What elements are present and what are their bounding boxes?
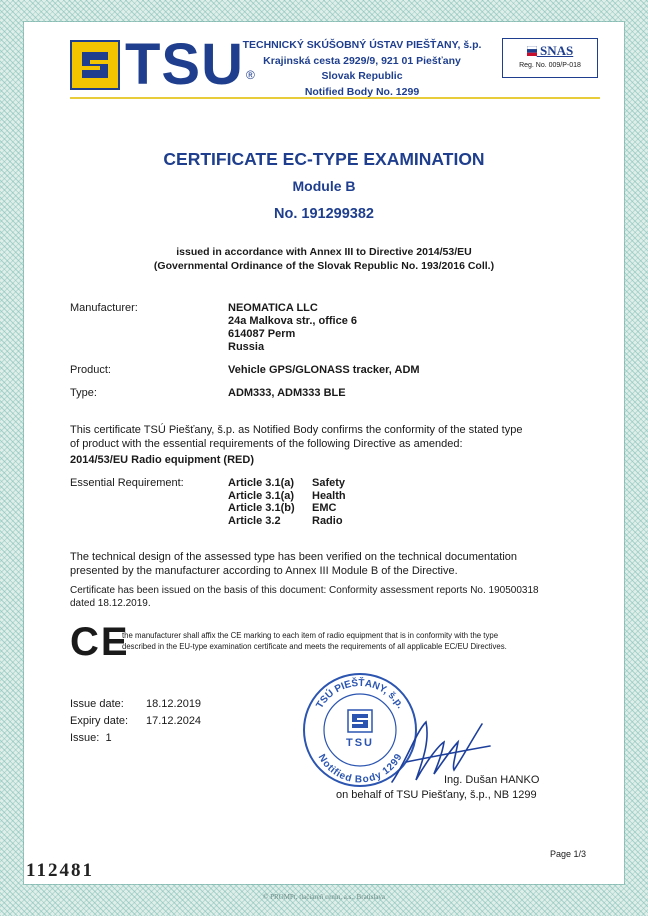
tsu-logo-mark [70, 40, 120, 90]
article-topic: Health [312, 489, 346, 502]
expiry-date: 17.12.2024 [146, 715, 202, 727]
verification [70, 550, 600, 578]
article-row [228, 477, 346, 490]
institute-name: TECHNICKÝ SKÚŠOBNÝ ÚSTAV PIEŠŤANY, š.p. [242, 39, 482, 51]
article-number: Article 3.1(a) [228, 477, 295, 489]
verification-line-2: presented by the manufacturer according to Annex III Module B of the Directive. [70, 565, 458, 577]
manufacturer-address: 24a Malkova str., office 6 [228, 315, 358, 327]
basis-line-1: Certificate has been issued on the basis of this document: Conformity assessment reports No. 190500318 [70, 585, 539, 596]
snas-reg: Reg. No. 009/P-018 [519, 62, 581, 69]
article-number: Article 3.1(b) [228, 502, 295, 514]
conformity-statement [70, 423, 590, 467]
institute-address: Krajinská cesta 2929/9, 921 01 Piešťany [263, 54, 461, 67]
stamp-top-text: TSÚ PIEŠŤANY, š.p. [314, 677, 406, 711]
conformity-line-1: This certificate TSÚ Piešťany, š.p. as Notified Body confirms the conformity of the stated type [70, 424, 523, 436]
issued-accordance: issued in accordance with Annex III to Directive 2014/53/EU [176, 246, 472, 258]
issue-date-label: Issue date: [70, 698, 124, 710]
product-label: Product: [70, 364, 111, 376]
ce-line-2: described in the EU-type examination certificate and meets the requirements of all applicable EC/EU Directives. [122, 642, 507, 651]
snas-accreditation [502, 38, 598, 78]
ce-mark: CE [70, 620, 130, 664]
verification-line-1: The technical design of the assessed type has been verified on the technical documentation [70, 551, 518, 563]
article-topic: Safety [312, 477, 346, 489]
header-rule [70, 97, 600, 99]
articles-list [228, 477, 346, 527]
governmental-ordinance: (Governmental Ordinance of the Slovak Republic No. 193/2016 Coll.) [153, 260, 495, 272]
basis [70, 584, 600, 610]
slovak-flag-icon [527, 46, 537, 56]
certificate-title: CERTIFICATE EC-TYPE EXAMINATION [163, 149, 485, 169]
issue-number-value: 1 [105, 732, 112, 744]
certificate-number: No. 191299382 [274, 206, 374, 222]
stamp-center-text: TSU [346, 737, 374, 749]
manufacturer-label: Manufacturer: [70, 302, 138, 314]
manufacturer-block [228, 302, 357, 354]
signer-name: Ing. Dušan HANKO [444, 774, 540, 786]
conformity-line-2: of product with the essential requirements of the following Directive as amended: [70, 438, 463, 450]
type-value: ADM333, ADM333 BLE [228, 387, 346, 399]
manufacturer-city: 614087 Perm [228, 328, 296, 340]
directive: 2014/53/EU Radio equipment (RED) [70, 454, 254, 466]
article-topic: EMC [312, 502, 337, 514]
article-row [228, 502, 346, 515]
article-number: Article 3.2 [228, 514, 281, 527]
module: Module B [292, 178, 356, 194]
page-number: Page 1/3 [550, 849, 587, 859]
snas-name: SNAS [540, 43, 574, 58]
article-topic: Radio [312, 514, 343, 527]
registered-mark: ® [246, 68, 255, 82]
ce-line-1: the manufacturer shall affix the CE marking to each item of radio equipment that is in conformity with the type [122, 631, 499, 640]
issue-date: 18.12.2019 [146, 698, 202, 710]
serial-number: 112481 [26, 860, 94, 881]
institute-block [232, 38, 492, 100]
institute-country: Slovak Republic [321, 70, 403, 82]
product-value: Vehicle GPS/GLONASS tracker, ADM [228, 364, 420, 376]
issue-number [70, 732, 112, 744]
logo-text: TSU [125, 32, 244, 97]
requirement-label: Essential Requirement: [70, 477, 184, 489]
type-label: Type: [70, 387, 97, 399]
article-row [228, 515, 346, 528]
article-row [228, 490, 346, 503]
signer-behalf: on behalf of TSU Piešťany, š.p., NB 1299 [336, 789, 537, 801]
basis-line-2: dated 18.12.2019. [70, 598, 151, 609]
ce-statement [122, 630, 600, 652]
notified-body: Notified Body No. 1299 [304, 85, 420, 98]
certificate-page [24, 22, 624, 884]
snas-logo [503, 43, 597, 59]
manufacturer-country: Russia [228, 341, 265, 353]
stamp-bottom-text: Notified Body 1299 [315, 752, 405, 786]
article-number: Article 3.1(a) [228, 489, 295, 502]
manufacturer-name: NEOMATICA LLC [228, 302, 318, 314]
printer-imprint: © PROMPt, tlačiareň cenín, a.s., Bratislava [263, 893, 385, 901]
expiry-date-label: Expiry date: [70, 715, 129, 727]
issue-number-label: Issue: [70, 732, 100, 744]
